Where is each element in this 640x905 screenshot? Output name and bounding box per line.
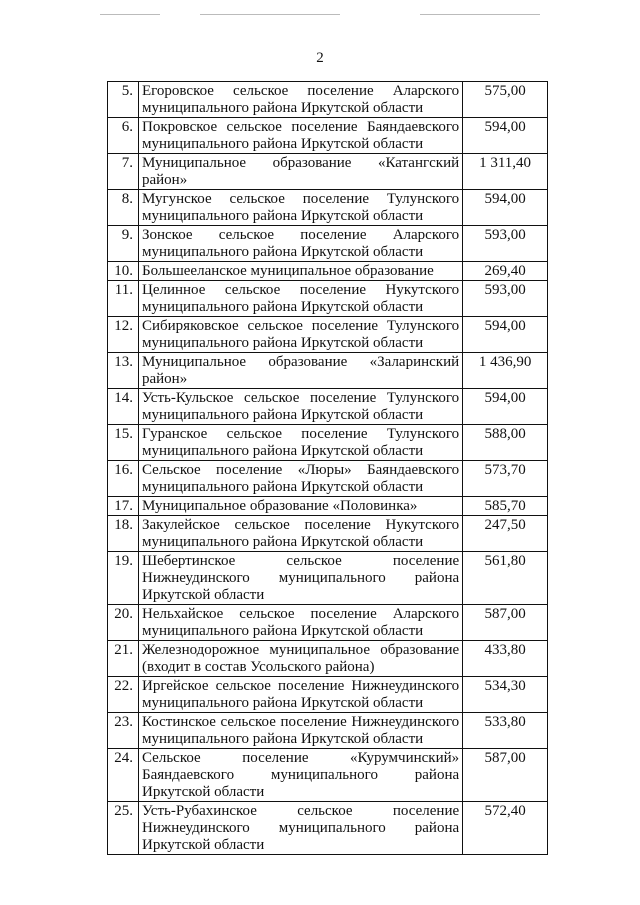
row-number: 24.	[108, 749, 139, 802]
table-row	[108, 281, 548, 317]
table-row	[108, 497, 548, 516]
row-number: 23.	[108, 713, 139, 749]
scan-speck	[420, 14, 540, 15]
table-row	[108, 226, 548, 262]
row-number: 12.	[108, 317, 139, 353]
allocation-table	[107, 81, 548, 855]
amount-value: 1 311,40	[463, 154, 548, 190]
municipality-name: Усть-Рубахинское сельское поселение Нижнеудинского муниципального района Иркутской области	[138, 802, 462, 855]
amount-value: 1 436,90	[463, 353, 548, 389]
table-row	[108, 389, 548, 425]
row-number: 21.	[108, 641, 139, 677]
amount-value: 594,00	[463, 190, 548, 226]
table-row	[108, 552, 548, 605]
municipality-name: Муниципальное образование «Заларинский район»	[138, 353, 462, 389]
row-number: 17.	[108, 497, 139, 516]
municipality-name: Нельхайское сельское поселение Аларского муниципального района Иркутской области	[138, 605, 462, 641]
table-row	[108, 82, 548, 118]
amount-value: 593,00	[463, 281, 548, 317]
municipality-name: Сибиряковское сельское поселение Тулунского муниципального района Иркутской области	[138, 317, 462, 353]
municipality-name: Егоровское сельское поселение Аларского муниципального района Иркутской области	[138, 82, 462, 118]
table-row	[108, 677, 548, 713]
municipality-name: Сельское поселение «Люры» Баяндаевского муниципального района Иркутской области	[138, 461, 462, 497]
amount-value: 588,00	[463, 425, 548, 461]
row-number: 8.	[108, 190, 139, 226]
row-number: 10.	[108, 262, 139, 281]
amount-value: 594,00	[463, 317, 548, 353]
table-row	[108, 516, 548, 552]
table-row	[108, 190, 548, 226]
page-number: 2	[316, 50, 324, 66]
amount-value: 247,50	[463, 516, 548, 552]
row-number: 16.	[108, 461, 139, 497]
amount-value: 587,00	[463, 605, 548, 641]
amount-value: 533,80	[463, 713, 548, 749]
row-number: 13.	[108, 353, 139, 389]
row-number: 5.	[108, 82, 139, 118]
table-row	[108, 713, 548, 749]
amount-value: 573,70	[463, 461, 548, 497]
amount-value: 433,80	[463, 641, 548, 677]
amount-value: 593,00	[463, 226, 548, 262]
amount-value: 594,00	[463, 389, 548, 425]
municipality-name: Костинское сельское поселение Нижнеудинского муниципального района Иркутской области	[138, 713, 462, 749]
scan-speck	[100, 14, 160, 15]
amount-value: 585,70	[463, 497, 548, 516]
row-number: 15.	[108, 425, 139, 461]
table-row	[108, 461, 548, 497]
municipality-name: Целинное сельское поселение Нукутского муниципального района Иркутской области	[138, 281, 462, 317]
table-row	[108, 605, 548, 641]
row-number: 25.	[108, 802, 139, 855]
table-row	[108, 154, 548, 190]
row-number: 14.	[108, 389, 139, 425]
table-row	[108, 353, 548, 389]
amount-value: 594,00	[463, 118, 548, 154]
table-row	[108, 749, 548, 802]
municipality-name: Мугунское сельское поселение Тулунского муниципального района Иркутской области	[138, 190, 462, 226]
table-row	[108, 802, 548, 855]
municipality-name: Шебертинское сельское поселение Нижнеудинского муниципального района Иркутской области	[138, 552, 462, 605]
row-number: 6.	[108, 118, 139, 154]
row-number: 22.	[108, 677, 139, 713]
row-number: 7.	[108, 154, 139, 190]
row-number: 20.	[108, 605, 139, 641]
table-row	[108, 118, 548, 154]
municipality-name: Закулейское сельское поселение Нукутского муниципального района Иркутской области	[138, 516, 462, 552]
row-number: 11.	[108, 281, 139, 317]
municipality-name: Усть-Кульское сельское поселение Тулунского муниципального района Иркутской области	[138, 389, 462, 425]
municipality-name: Железнодорожное муниципальное образование (входит в состав Усольского района)	[138, 641, 462, 677]
municipality-name: Покровское сельское поселение Баяндаевского муниципального района Иркутской области	[138, 118, 462, 154]
amount-value: 561,80	[463, 552, 548, 605]
table-body	[108, 82, 548, 855]
municipality-name: Большееланское муниципальное образование	[138, 262, 462, 281]
table-row	[108, 425, 548, 461]
amount-value: 587,00	[463, 749, 548, 802]
amount-value: 269,40	[463, 262, 548, 281]
scan-speck	[200, 14, 340, 15]
municipality-name: Зонское сельское поселение Аларского муниципального района Иркутской области	[138, 226, 462, 262]
table-row	[108, 262, 548, 281]
row-number: 18.	[108, 516, 139, 552]
amount-value: 534,30	[463, 677, 548, 713]
municipality-name: Муниципальное образование «Катангский район»	[138, 154, 462, 190]
table-row	[108, 317, 548, 353]
row-number: 9.	[108, 226, 139, 262]
municipality-name: Муниципальное образование «Половинка»	[138, 497, 462, 516]
amount-value: 575,00	[463, 82, 548, 118]
municipality-name: Гуранское сельское поселение Тулунского муниципального района Иркутской области	[138, 425, 462, 461]
amount-value: 572,40	[463, 802, 548, 855]
row-number: 19.	[108, 552, 139, 605]
municipality-name: Сельское поселение «Курумчинский» Баяндаевского муниципального района Иркутской области	[138, 749, 462, 802]
municipality-name: Иргейское сельское поселение Нижнеудинского муниципального района Иркутской области	[138, 677, 462, 713]
table-row	[108, 641, 548, 677]
